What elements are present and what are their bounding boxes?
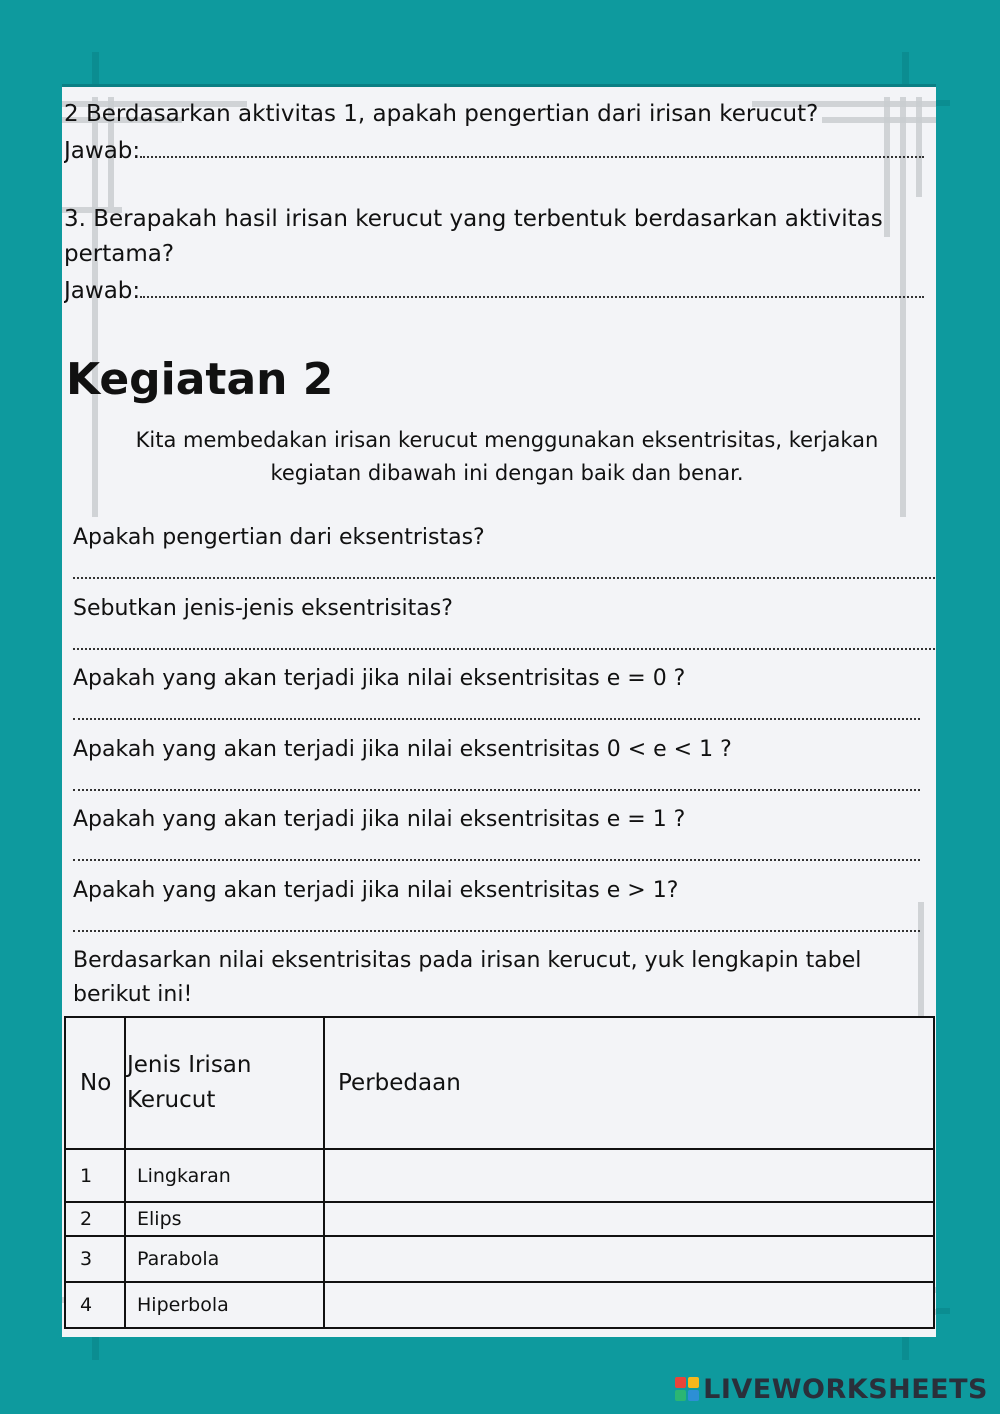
liveworksheets-logo[interactable] [675, 1372, 988, 1406]
row-number: 2 [65, 1202, 125, 1236]
row-jenis: Lingkaran [125, 1149, 324, 1202]
table-header-row [65, 1017, 934, 1149]
answer-label: Jawab: [64, 278, 141, 304]
table-row [65, 1282, 934, 1328]
row-perbedaan-input[interactable] [324, 1282, 934, 1328]
row-perbedaan-input[interactable] [324, 1149, 934, 1202]
section-intro: Kita membedakan irisan kerucut menggunakan eksentrisitas, kerjakan kegiatan dibawah ini dengan baik dan benar. [135, 428, 879, 485]
logo-text: LIVEWORKSHEETS [703, 1373, 988, 1405]
answer-line[interactable] [73, 859, 920, 861]
question-e-equals-1: Apakah yang akan terjadi jika nilai eksentrisitas e = 1 ? [73, 807, 686, 832]
question-e-between-0-1: Apakah yang akan terjadi jika nilai eksentrisitas 0 < e < 1 ? [73, 737, 732, 762]
row-number: 4 [65, 1282, 125, 1328]
row-jenis: Parabola [125, 1236, 324, 1282]
row-number: 1 [65, 1149, 125, 1202]
question-eksentrisitas-types: Sebutkan jenis-jenis eksentrisitas? [73, 596, 453, 621]
liveworksheets-logo-icon [675, 1377, 699, 1401]
answer-line[interactable] [73, 718, 920, 720]
answer-line[interactable] [73, 789, 920, 791]
table-row [65, 1202, 934, 1236]
answer-line-3[interactable] [64, 274, 935, 309]
question-3: 3. Berapakah hasil irisan kerucut yang terbentuk berdasarkan aktivitas pertama? [64, 206, 883, 267]
question-eksentrisitas-definition: Apakah pengertian dari eksentristas? [73, 525, 485, 550]
answer-line[interactable] [73, 577, 935, 579]
header-cell-perbedaan: Perbedaan [324, 1017, 934, 1149]
header-cell-no: No [65, 1017, 125, 1149]
row-jenis: Hiperbola [125, 1282, 324, 1328]
section-title: Kegiatan 2 [66, 354, 334, 405]
table-row [65, 1236, 934, 1282]
question-e-equals-0: Apakah yang akan terjadi jika nilai eksentrisitas e = 0 ? [73, 666, 686, 691]
answer-line[interactable] [73, 930, 920, 932]
answer-line-2[interactable] [64, 134, 935, 169]
question-e-greater-1: Apakah yang akan terjadi jika nilai eksentrisitas e > 1? [73, 878, 679, 903]
row-perbedaan-input[interactable] [324, 1202, 934, 1236]
table-instruction: Berdasarkan nilai eksentrisitas pada irisan kerucut, yuk lengkapin tabel berikut ini! [73, 948, 862, 1007]
row-perbedaan-input[interactable] [324, 1236, 934, 1282]
table-row [65, 1149, 934, 1202]
row-jenis: Elips [125, 1202, 324, 1236]
question-2: 2 Berdasarkan aktivitas 1, apakah pengertian dari irisan kerucut? [64, 101, 819, 127]
row-number: 3 [65, 1236, 125, 1282]
answer-line[interactable] [73, 648, 935, 650]
header-cell-jenis: Jenis Irisan Kerucut [125, 1017, 324, 1149]
conic-sections-table [64, 1016, 935, 1329]
answer-label: Jawab: [64, 138, 141, 164]
